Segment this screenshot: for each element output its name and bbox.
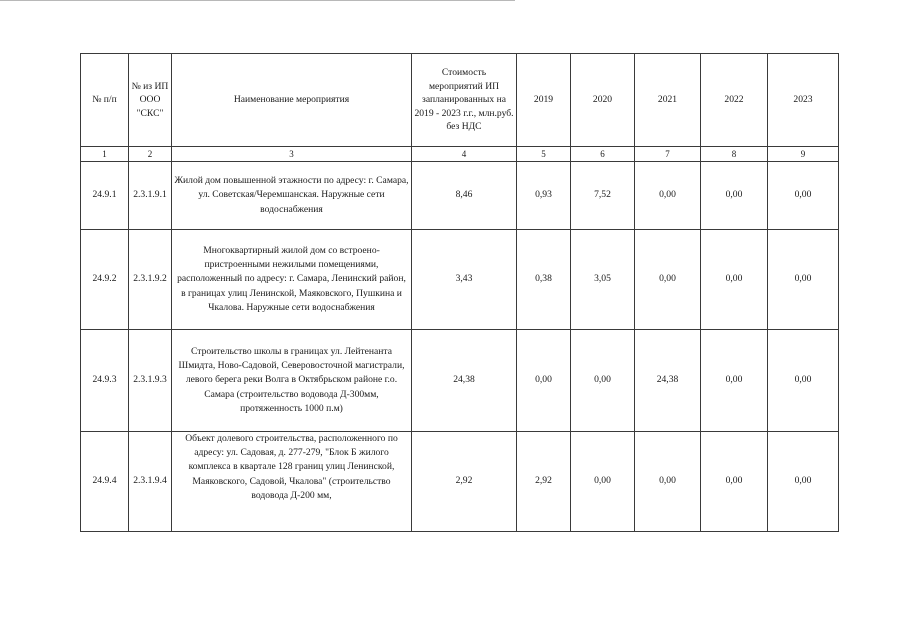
investment-table <box>80 53 839 532</box>
table-row <box>81 162 839 230</box>
column-number: 1 <box>81 147 129 162</box>
column-number: 7 <box>635 147 701 162</box>
row-code: 2.3.1.9.3 <box>129 330 172 432</box>
row-cost: 24,38 <box>412 330 517 432</box>
row-2021: 24,38 <box>635 330 701 432</box>
row-code: 2.3.1.9.2 <box>129 230 172 330</box>
row-2023: 0,00 <box>768 432 839 532</box>
row-2021: 0,00 <box>635 230 701 330</box>
row-2019: 0,38 <box>517 230 571 330</box>
column-number: 4 <box>412 147 517 162</box>
column-number: 3 <box>172 147 412 162</box>
row-2022: 0,00 <box>701 330 768 432</box>
row-code: 2.3.1.9.4 <box>129 432 172 532</box>
row-2019: 2,92 <box>517 432 571 532</box>
table-row <box>81 230 839 330</box>
row-num: 24.9.4 <box>81 432 129 532</box>
header-code: № из ИП ООО "СКС" <box>129 54 172 147</box>
row-2020: 7,52 <box>571 162 635 230</box>
column-number: 8 <box>701 147 768 162</box>
header-cost: Стоимость мероприятий ИП запланированных на 2019 - 2023 г.г., млн.руб. без НДС <box>412 54 517 147</box>
row-name: Строительство школы в границах ул. Лейтенанта Шмидта, Ново-Садовой, Северовосточной магистрали, левого берега реки Волга в Октябрьском районе г.о. Самара (строительство водовода Д-300мм, протяженность 1000 п.м) <box>172 330 412 432</box>
row-2022: 0,00 <box>701 230 768 330</box>
header-num: № п/п <box>81 54 129 147</box>
row-2021: 0,00 <box>635 432 701 532</box>
row-2019: 0,00 <box>517 330 571 432</box>
row-2022: 0,00 <box>701 162 768 230</box>
column-number: 5 <box>517 147 571 162</box>
table-row <box>81 330 839 432</box>
row-name: Объект долевого строительства, расположенного по адресу: ул. Садовая, д. 277-279, "Блок Б жилого комплекса в квартале 128 границ улиц Ленинской, Маяковского, Садовой, Чкалова" (строительство водовода Д-200 мм, <box>172 432 412 532</box>
row-name: Многоквартирный жилой дом со встроено-пристроенными нежилыми помещениями, расположенный по адресу: г. Самара, Ленинский район, в границах улиц Ленинской, Маяковского, Пушкина и Чкалова. Наружные сети водоснабжения <box>172 230 412 330</box>
header-name: Наименование мероприятия <box>172 54 412 147</box>
header-2023: 2023 <box>768 54 839 147</box>
row-2023: 0,00 <box>768 230 839 330</box>
column-number: 9 <box>768 147 839 162</box>
table-row <box>81 432 839 532</box>
row-num: 24.9.1 <box>81 162 129 230</box>
column-number-row <box>81 147 839 162</box>
row-cost: 2,92 <box>412 432 517 532</box>
header-2021: 2021 <box>635 54 701 147</box>
row-2020: 0,00 <box>571 330 635 432</box>
row-2020: 0,00 <box>571 432 635 532</box>
row-2023: 0,00 <box>768 330 839 432</box>
row-cost: 3,43 <box>412 230 517 330</box>
top-rule <box>0 0 515 1</box>
row-name: Жилой дом повышенной этажности по адресу: г. Самара, ул. Советская/Черемшанская. Наружные сети водоснабжения <box>172 162 412 230</box>
row-2019: 0,93 <box>517 162 571 230</box>
column-number: 2 <box>129 147 172 162</box>
header-2022: 2022 <box>701 54 768 147</box>
column-number: 6 <box>571 147 635 162</box>
row-2023: 0,00 <box>768 162 839 230</box>
header-2019: 2019 <box>517 54 571 147</box>
header-2020: 2020 <box>571 54 635 147</box>
row-num: 24.9.2 <box>81 230 129 330</box>
row-2022: 0,00 <box>701 432 768 532</box>
row-2020: 3,05 <box>571 230 635 330</box>
header-row <box>81 54 839 147</box>
row-2021: 0,00 <box>635 162 701 230</box>
row-num: 24.9.3 <box>81 330 129 432</box>
row-code: 2.3.1.9.1 <box>129 162 172 230</box>
row-cost: 8,46 <box>412 162 517 230</box>
